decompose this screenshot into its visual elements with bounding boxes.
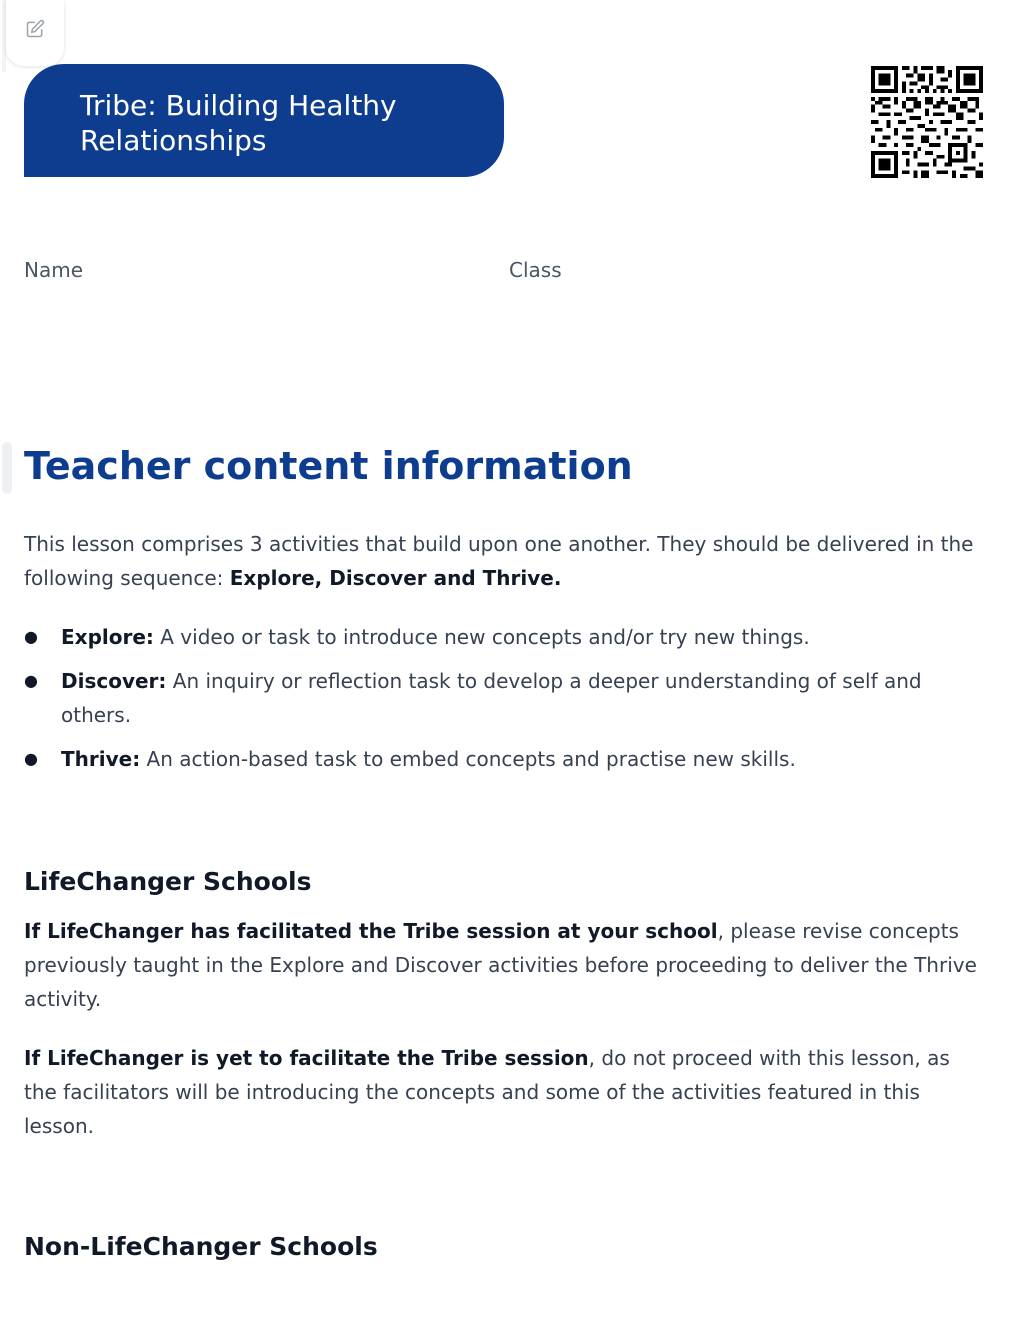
list-item-explore [24, 620, 989, 654]
activity-description: An inquiry or reflection task to develop a deeper understanding of self and others. [61, 669, 922, 727]
paragraph-text: , please revise concepts previously taught in the Explore and Discover activities before proceeding to deliver the Thrive activity. [24, 919, 977, 1011]
teacher-info-heading: Teacher content information [24, 444, 633, 488]
lifechanger-schools-heading: LifeChanger Schools [24, 867, 312, 896]
activity-description: A video or task to introduce new concepts and/or try new things. [153, 625, 810, 649]
non-lifechanger-schools-heading: Non-LifeChanger Schools [24, 1232, 378, 1261]
paragraph-bold-lead: If LifeChanger is yet to facilitate the Tribe session [24, 1046, 589, 1070]
edit-button[interactable] [6, 0, 64, 66]
lifechanger-facilitated-paragraph [24, 914, 984, 1016]
activity-name: Explore: [61, 625, 154, 649]
activity-name: Thrive: [61, 747, 141, 771]
edit-pencil-icon [25, 24, 45, 43]
bullet-icon: ● [24, 749, 38, 768]
intro-sequence: Explore, Discover and Thrive. [229, 566, 562, 590]
lesson-title: Tribe: Building Healthy Relationships [80, 89, 397, 157]
paragraph-text: , do not proceed with this lesson, as the facilitators will be introducing the concepts and some of the activities featured in this lesson. [24, 1046, 950, 1138]
name-field-label: Name [24, 258, 84, 282]
lifechanger-not-yet-paragraph [24, 1041, 984, 1143]
bullet-icon: ● [24, 627, 38, 646]
qr-code-icon[interactable] [870, 66, 984, 178]
lesson-title-banner [24, 64, 504, 177]
activity-list [24, 620, 989, 786]
bullet-icon: ● [24, 671, 38, 690]
lesson-intro-paragraph [24, 527, 984, 595]
activity-name: Discover: [61, 669, 167, 693]
paragraph-bold-lead: If LifeChanger has facilitated the Tribe session at your school [24, 919, 718, 943]
list-item-thrive [24, 742, 989, 776]
intro-text: This lesson comprises 3 activities that build upon one another. They should be delivered in the following sequence: [24, 532, 974, 590]
class-field-label: Class [509, 258, 562, 282]
section-indicator-bar [2, 442, 12, 494]
activity-description: An action-based task to embed concepts and practise new skills. [140, 747, 796, 771]
list-item-discover [24, 664, 989, 732]
